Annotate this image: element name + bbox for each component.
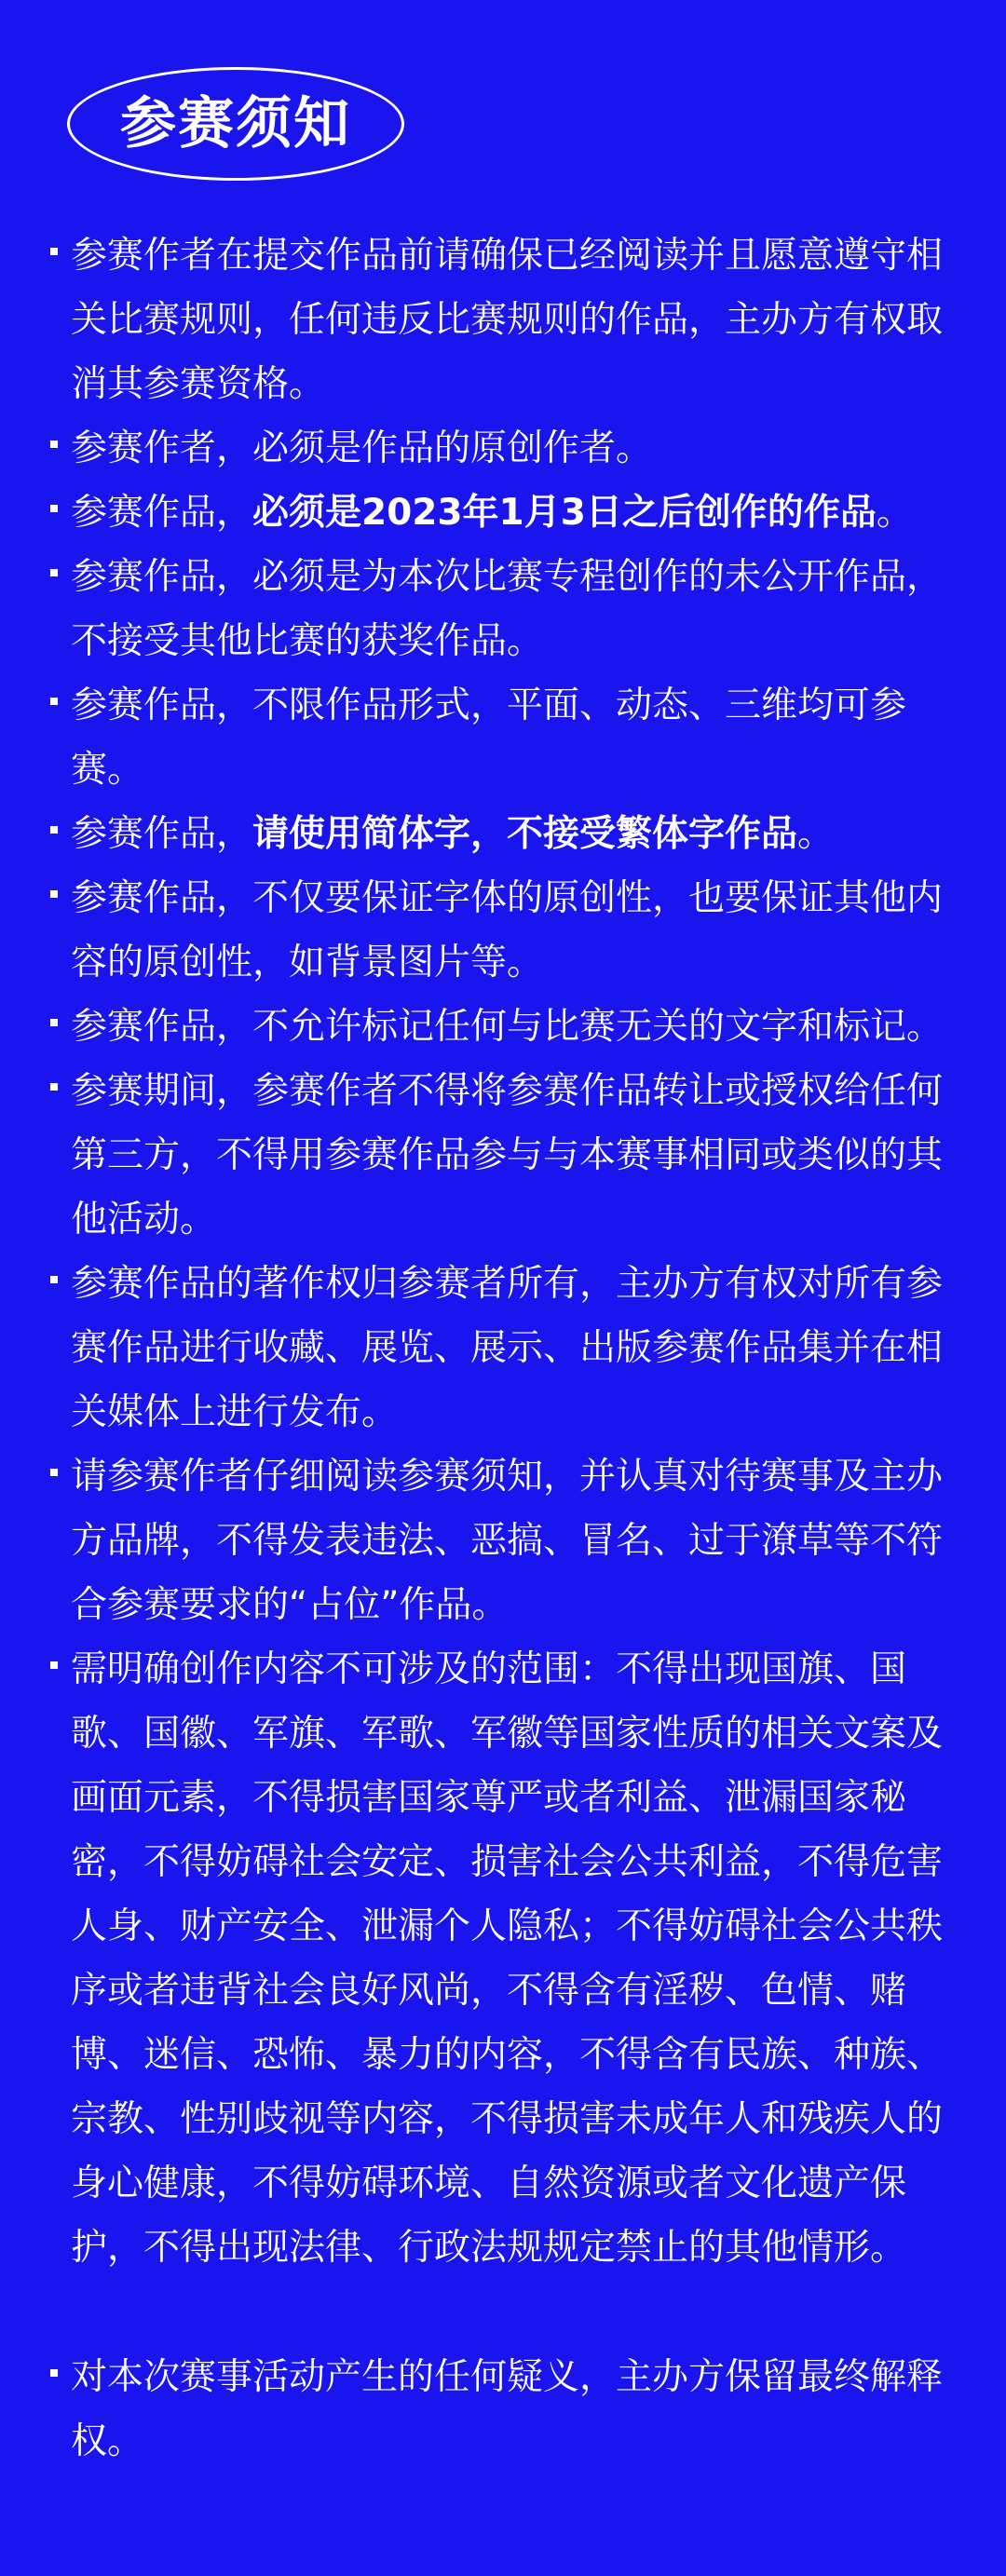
rule-item bbox=[45, 1637, 950, 2280]
rule-text: 参赛作品的著作权归参赛者所有，主办方有权对所有参赛作品进行收藏、展览、展示、出版参赛作品集并在相关媒体上进行发布。 bbox=[71, 1263, 944, 1433]
rule-item bbox=[45, 224, 950, 416]
rule-item bbox=[45, 995, 950, 1059]
rule-text-prefix: 参赛作品， bbox=[71, 492, 253, 534]
rule-text: 参赛期间，参赛作者不得将参赛作品转让或授权给任何第三方，不得用参赛作品参与与本赛事相同或类似的其他活动。 bbox=[71, 1070, 944, 1241]
rule-text-suffix: 。 bbox=[876, 492, 913, 534]
rule-item bbox=[45, 673, 950, 802]
bullet-icon bbox=[50, 890, 58, 898]
rule-text: 参赛作品，不仅要保证字体的原创性，也要保证其他内容的原创性，如背景图片等。 bbox=[71, 877, 944, 983]
page-title: 参赛须知 bbox=[120, 91, 351, 156]
bullet-icon bbox=[50, 826, 58, 834]
rule-item bbox=[45, 416, 950, 481]
bullet-icon bbox=[50, 1019, 58, 1026]
rule-item bbox=[45, 2345, 950, 2474]
rule-item bbox=[45, 1444, 950, 1637]
rule-text-prefix: 参赛作品， bbox=[71, 813, 253, 855]
rule-text-suffix: 。 bbox=[797, 813, 835, 855]
bullet-icon bbox=[50, 1083, 58, 1091]
bullet-icon bbox=[50, 441, 58, 448]
rule-item bbox=[45, 802, 950, 866]
rule-item bbox=[45, 866, 950, 995]
rule-text: 参赛作品，必须是为本次比赛专程创作的未公开作品，不接受其他比赛的获奖作品。 bbox=[71, 556, 944, 662]
rule-text: 请参赛作者仔细阅读参赛须知，并认真对待赛事及主办方品牌，不得发表违法、恶搞、冒名、过于潦草等不符合参赛要求的“占位”作品。 bbox=[71, 1456, 944, 1626]
rule-text-emphasis: 必须是2023年1月3日之后创作的作品 bbox=[252, 492, 877, 534]
bullet-icon bbox=[50, 1469, 58, 1476]
rule-item bbox=[45, 1059, 950, 1252]
rule-item bbox=[45, 1252, 950, 1444]
rule-text-emphasis: 请使用简体字，不接受繁体字作品 bbox=[252, 813, 798, 855]
bullet-icon bbox=[50, 2369, 58, 2377]
title-badge bbox=[67, 67, 404, 181]
rules-list bbox=[45, 224, 950, 2474]
bullet-icon bbox=[50, 505, 58, 512]
rule-item bbox=[45, 545, 950, 673]
rule-text: 参赛作品，不限作品形式，平面、动态、三维均可参赛。 bbox=[71, 685, 907, 791]
bullet-icon bbox=[50, 248, 58, 255]
rule-text: 需明确创作内容不可涉及的范围：不得出现国旗、国歌、国徽、军旗、军歌、军徽等国家性质的相关文案及画面元素，不得损害国家尊严或者利益、泄漏国家秘密，不得妨碍社会安定、损害社会公共利益，不得危害人身、财产安全、泄漏个人隐私；不得妨碍社会公共秩序或者违背社会良好风尚，不得含有淫秽、色情、赌博、迷信、恐怖、暴力的内容，不得含有民族、种族、宗教、性别歧视等内容，不得损害未成年人和残疾人的身心健康，不得妨碍环境、自然资源或者文化遗产保护，不得出现法律、行政法规规定禁止的其他情形。 bbox=[71, 1648, 944, 2269]
bullet-icon bbox=[50, 569, 58, 576]
rule-text: 参赛作品，不允许标记任何与比赛无关的文字和标记。 bbox=[71, 1006, 944, 1048]
rule-text: 参赛作者，必须是作品的原创作者。 bbox=[71, 427, 653, 469]
bullet-icon bbox=[50, 698, 58, 705]
rule-text: 参赛作者在提交作品前请确保已经阅读并且愿意遵守相关比赛规则，任何违反比赛规则的作品，主办方有权取消其参赛资格。 bbox=[71, 235, 944, 405]
rule-text: 对本次赛事活动产生的任何疑义，主办方保留最终解释权。 bbox=[71, 2356, 944, 2462]
rule-item bbox=[45, 481, 950, 545]
bullet-icon bbox=[50, 1661, 58, 1669]
bullet-icon bbox=[50, 1276, 58, 1283]
